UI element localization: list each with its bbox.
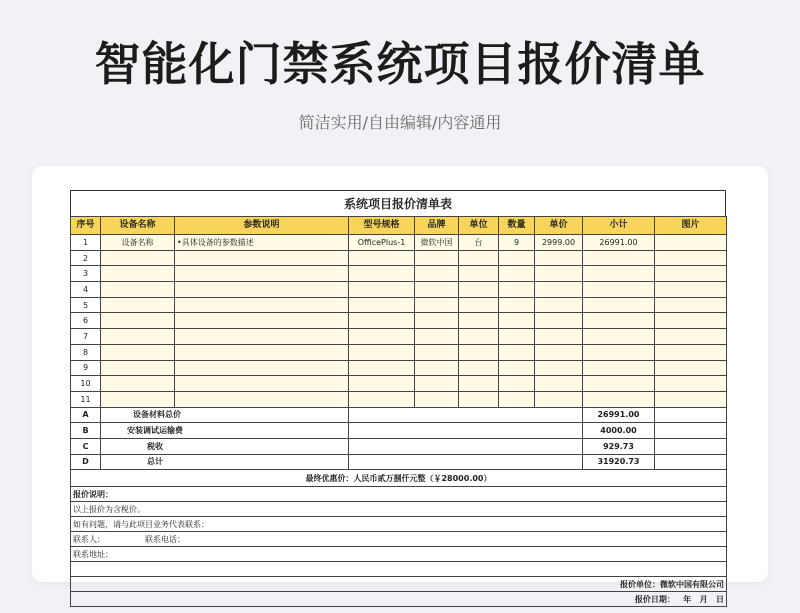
row-number: 7 [71, 329, 101, 345]
summary-label: 税收 [101, 438, 349, 454]
row-number: 5 [71, 297, 101, 313]
table-cell [499, 297, 535, 313]
note-line: 以上报价为含税价。 [71, 502, 727, 517]
summary-spacer [349, 407, 583, 423]
table-cell [655, 282, 727, 298]
table-row [71, 266, 727, 282]
table-row [71, 329, 727, 345]
table-header-row [71, 217, 727, 235]
summary-code: A [71, 407, 101, 423]
row-number: 8 [71, 344, 101, 360]
table-cell: 台 [459, 235, 499, 251]
table-cell [499, 376, 535, 392]
table-cell [459, 344, 499, 360]
table-cell [583, 282, 655, 298]
row-number: 1 [71, 235, 101, 251]
table-cell [101, 391, 175, 407]
summary-value: 31920.73 [583, 454, 655, 470]
table-cell [583, 376, 655, 392]
table-cell [535, 266, 583, 282]
table-cell [655, 250, 727, 266]
table-cell [175, 376, 349, 392]
table-cell [101, 360, 175, 376]
col-header: 序号 [71, 217, 101, 235]
table-cell [499, 250, 535, 266]
table-cell [583, 360, 655, 376]
row-number: 3 [71, 266, 101, 282]
table-cell [499, 329, 535, 345]
col-header: 参数说明 [175, 217, 349, 235]
table-cell [415, 313, 459, 329]
table-cell [349, 376, 415, 392]
table-cell [101, 376, 175, 392]
summary-value: 4000.00 [583, 423, 655, 439]
table-cell [655, 313, 727, 329]
table-cell [499, 282, 535, 298]
table-cell [583, 329, 655, 345]
table-cell [349, 250, 415, 266]
summary-extra [655, 423, 727, 439]
col-header: 单价 [535, 217, 583, 235]
col-header: 图片 [655, 217, 727, 235]
table-row [71, 235, 727, 251]
note-line: 如有问题，请与此项目业务代表联系： [71, 517, 727, 532]
row-number: 10 [71, 376, 101, 392]
table-cell [499, 266, 535, 282]
summary-code: C [71, 438, 101, 454]
table-cell [415, 297, 459, 313]
table-cell [535, 360, 583, 376]
table-cell [535, 282, 583, 298]
row-number: 11 [71, 391, 101, 407]
table-cell [535, 313, 583, 329]
col-header: 单位 [459, 217, 499, 235]
table-cell [349, 329, 415, 345]
item-rows [71, 235, 727, 408]
summary-value: 929.73 [583, 438, 655, 454]
table-cell [349, 344, 415, 360]
table-cell [535, 391, 583, 407]
summary-row [71, 454, 727, 470]
table-cell [583, 344, 655, 360]
final-price: 最终优惠价：人民币贰万捌仟元整（￥28000.00） [71, 470, 727, 487]
table-cell [415, 391, 459, 407]
blank-line [71, 562, 727, 577]
table-cell [415, 329, 459, 345]
summary-spacer [349, 454, 583, 470]
table-cell [349, 360, 415, 376]
table-cell [459, 250, 499, 266]
table-cell [101, 282, 175, 298]
table-cell [499, 344, 535, 360]
table-cell [349, 297, 415, 313]
table-cell [101, 297, 175, 313]
table-cell [415, 266, 459, 282]
summary-rows [71, 407, 727, 607]
table-cell: 微软中国 [415, 235, 459, 251]
table-cell [415, 360, 459, 376]
table-cell [459, 313, 499, 329]
row-number: 2 [71, 250, 101, 266]
table-cell [499, 313, 535, 329]
table-cell [349, 391, 415, 407]
table-cell [349, 282, 415, 298]
table-cell [459, 376, 499, 392]
page-title: 智能化门禁系统项目报价清单 [94, 37, 706, 91]
table-cell [175, 313, 349, 329]
summary-value: 26991.00 [583, 407, 655, 423]
table-cell [349, 266, 415, 282]
table-cell [655, 391, 727, 407]
summary-spacer [349, 423, 583, 439]
summary-label: 安装调试运输费 [101, 423, 349, 439]
table-row [71, 344, 727, 360]
table-cell [459, 360, 499, 376]
row-number: 6 [71, 313, 101, 329]
table-cell [349, 313, 415, 329]
table-cell [175, 282, 349, 298]
table-cell [101, 266, 175, 282]
table-cell [175, 391, 349, 407]
summary-row [71, 438, 727, 454]
quote-date: 报价日期： 年 月 日 [71, 592, 727, 607]
contact-person-label: 联系人： [73, 534, 105, 544]
table-cell [583, 250, 655, 266]
table-cell [499, 391, 535, 407]
table-cell [583, 391, 655, 407]
table-cell [583, 266, 655, 282]
summary-code: D [71, 454, 101, 470]
table-cell [101, 329, 175, 345]
table-cell [655, 329, 727, 345]
table-cell: 9 [499, 235, 535, 251]
table-cell [415, 376, 459, 392]
table-cell [655, 360, 727, 376]
summary-code: B [71, 423, 101, 439]
summary-extra [655, 454, 727, 470]
table-cell [175, 329, 349, 345]
table-cell [101, 250, 175, 266]
table-cell [175, 266, 349, 282]
col-header: 型号规格 [349, 217, 415, 235]
table-row [71, 297, 727, 313]
quote-sheet [70, 190, 726, 607]
table-row [71, 360, 727, 376]
table-cell [535, 329, 583, 345]
table-cell [499, 360, 535, 376]
summary-extra [655, 438, 727, 454]
table-cell [415, 282, 459, 298]
table-cell [415, 344, 459, 360]
table-row [71, 282, 727, 298]
table-cell [655, 235, 727, 251]
contact-phone-label: 联系电话： [145, 534, 185, 544]
table-row [71, 250, 727, 266]
quote-table [70, 216, 727, 607]
table-cell [459, 297, 499, 313]
notes-title: 报价说明： [71, 487, 727, 502]
table-cell [459, 329, 499, 345]
table-cell: 设备名称 [101, 235, 175, 251]
table-cell [175, 360, 349, 376]
table-cell [175, 297, 349, 313]
table-cell [101, 344, 175, 360]
table-cell [535, 376, 583, 392]
table-row [71, 313, 727, 329]
contact-line [71, 532, 727, 547]
table-cell: •具体设备的参数描述 [175, 235, 349, 251]
summary-spacer [349, 438, 583, 454]
table-cell [655, 266, 727, 282]
table-cell [459, 282, 499, 298]
table-cell [415, 250, 459, 266]
note-line: 联系地址： [71, 547, 727, 562]
table-cell [175, 344, 349, 360]
summary-label: 设备材料总价 [101, 407, 349, 423]
table-cell [459, 266, 499, 282]
summary-extra [655, 407, 727, 423]
table-cell: OfficePlus-1 [349, 235, 415, 251]
table-cell [655, 297, 727, 313]
table-cell [175, 250, 349, 266]
col-header: 品牌 [415, 217, 459, 235]
sheet-title: 系统项目报价清单表 [70, 190, 726, 216]
table-cell: 26991.00 [583, 235, 655, 251]
table-row [71, 391, 727, 407]
col-header: 小计 [583, 217, 655, 235]
page-subtitle: 简洁实用/自由编辑/内容通用 [298, 113, 502, 132]
table-cell [655, 344, 727, 360]
preview-card [32, 166, 768, 604]
table-cell [583, 297, 655, 313]
table-row [71, 376, 727, 392]
table-cell: 2999.00 [535, 235, 583, 251]
table-cell [535, 250, 583, 266]
quote-unit: 报价单位：微软中国有限公司 [71, 577, 727, 592]
table-cell [583, 313, 655, 329]
table-cell [459, 391, 499, 407]
table-cell [101, 313, 175, 329]
summary-row [71, 423, 727, 439]
row-number: 9 [71, 360, 101, 376]
col-header: 设备名称 [101, 217, 175, 235]
row-number: 4 [71, 282, 101, 298]
table-cell [535, 344, 583, 360]
table-cell [535, 297, 583, 313]
table-cell [655, 376, 727, 392]
summary-label: 总计 [101, 454, 349, 470]
col-header: 数量 [499, 217, 535, 235]
summary-row [71, 407, 727, 423]
